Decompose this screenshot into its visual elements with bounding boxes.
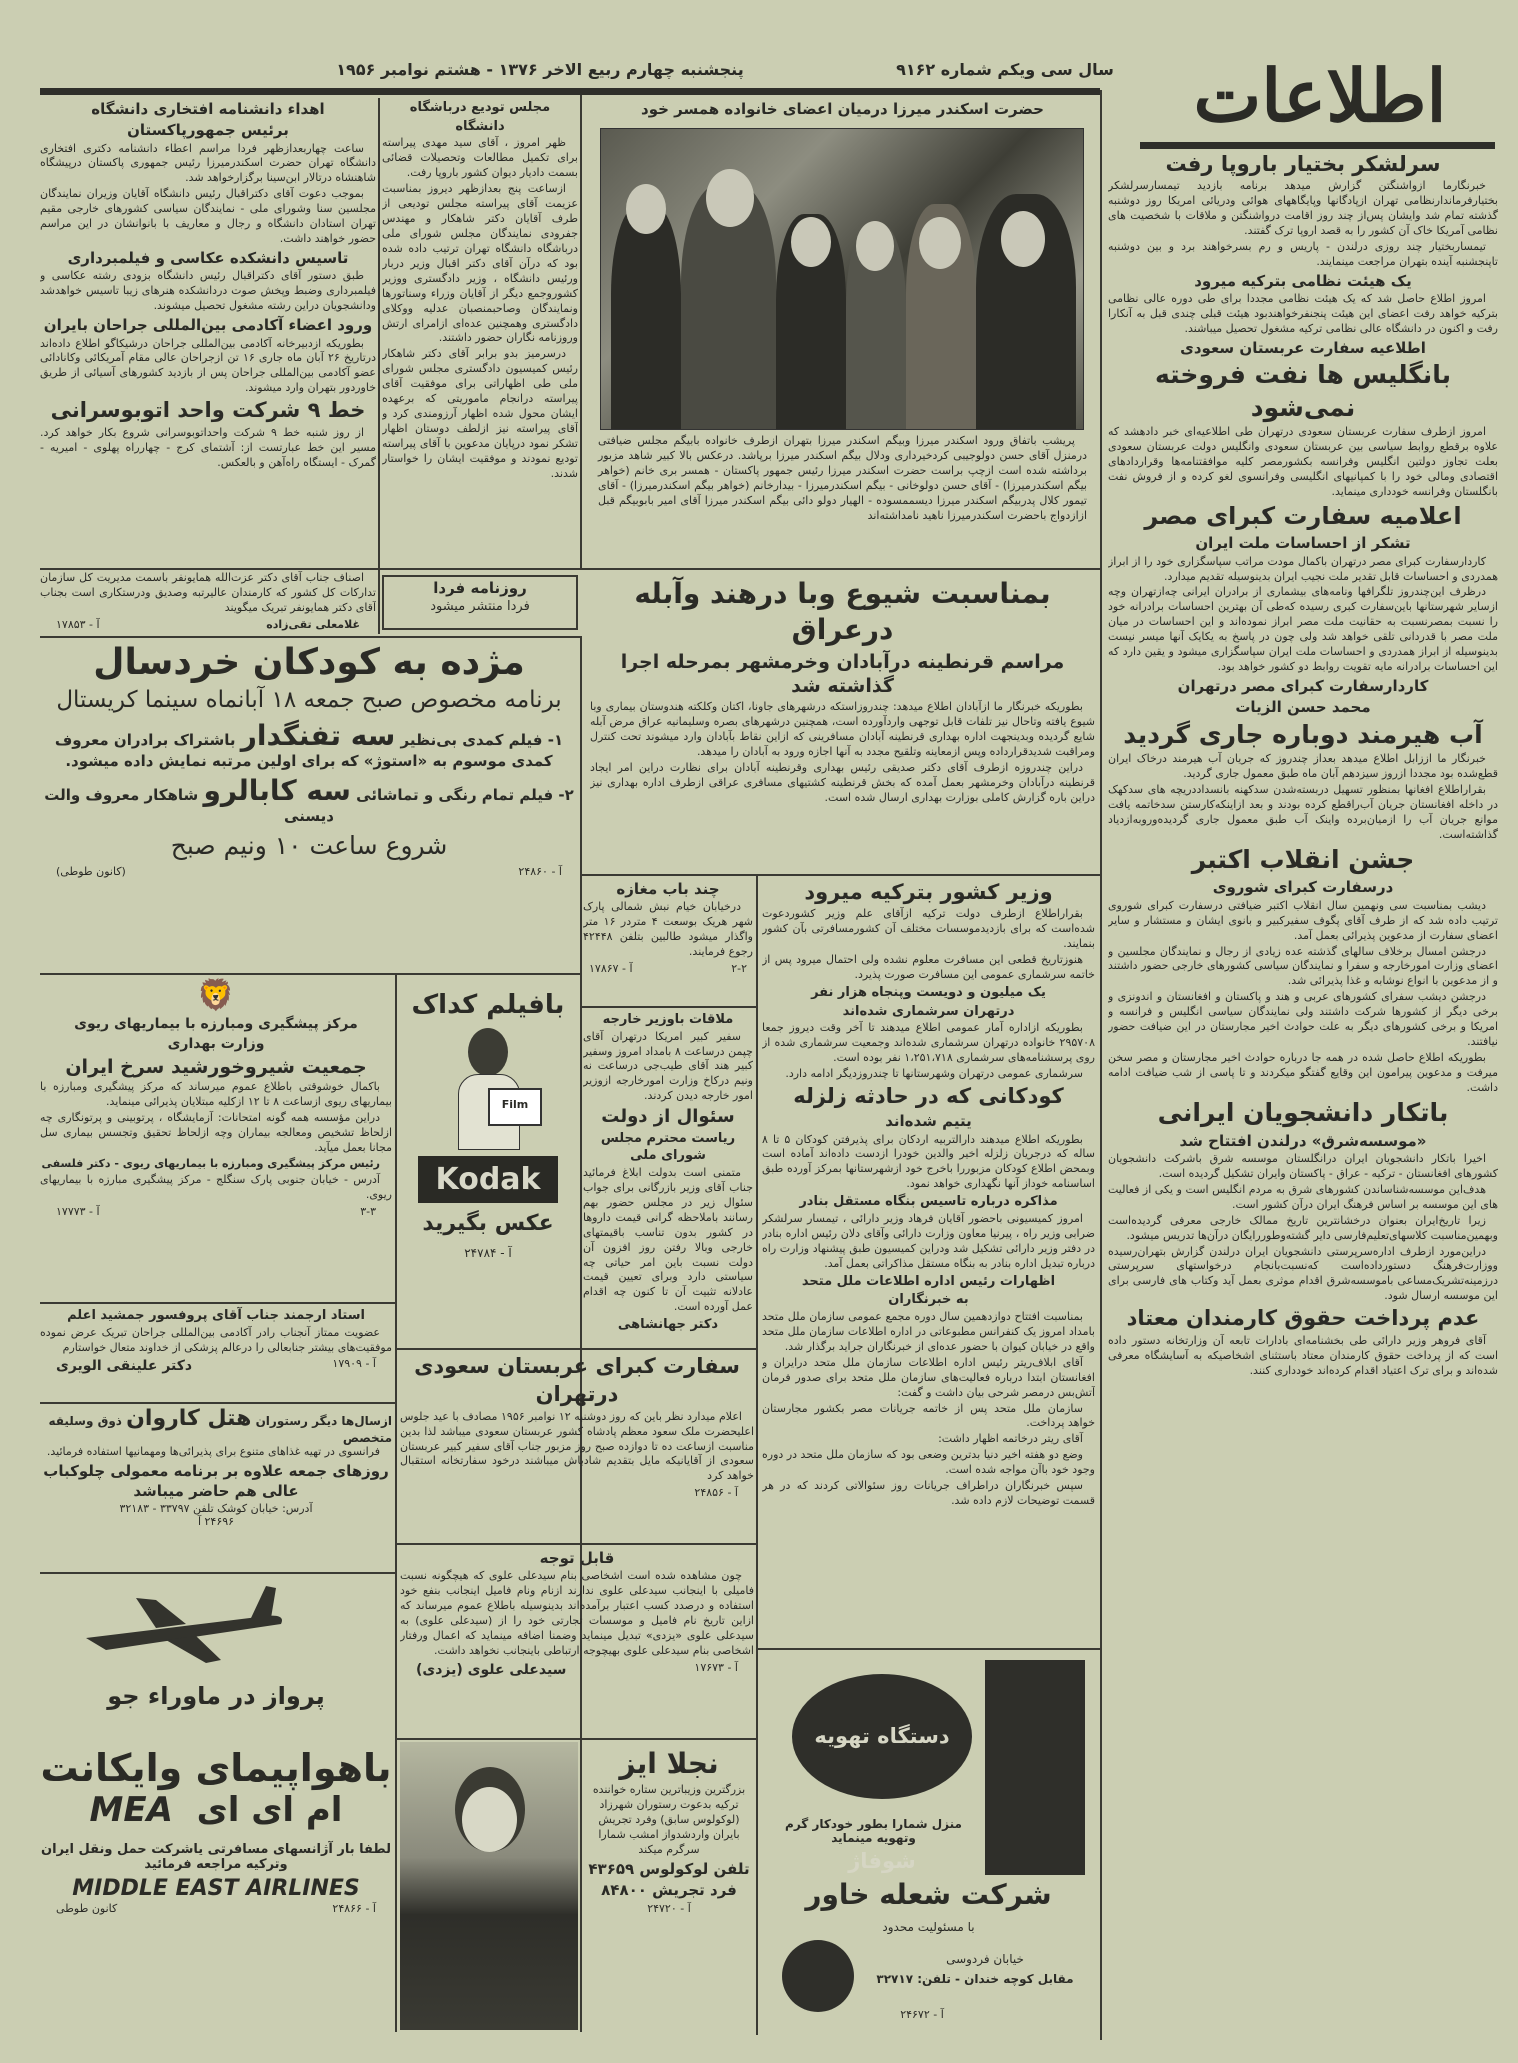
text: غلامعلی تقی‌زاده (266, 617, 360, 631)
paragraph: فرانسوی در تهیه غذاهای متنوع برای پذیرائی‌ها ومهمانیها استفاده فرمائید. (46, 1445, 380, 1458)
text: سیدعلی علوی (یزدی) (416, 1661, 567, 1678)
text: روزهای جمعه علاوه بر برنامه معمولی چلوکباب عالی هم حاضر میباشد (43, 1461, 389, 1501)
text: آ - ۲۴۸۶۶ (332, 1902, 376, 1915)
text: آ - ۱۷۸۵۳ (56, 617, 100, 631)
text: فرد تجریش ۸۴۸۰۰ (601, 1881, 737, 1900)
paragraph: هنوزتاریخ قطعی این مسافرت معلوم نشده ولی احتمال میرود پس از خاتمه سرشماری عمومی این مسافرت صورت پذیرد. (762, 953, 1095, 982)
paragraph: بطوریکه ازدبیرخانه آکادمی بین‌المللی جراحان درشیکاگو اطلاع داده‌اند درتاریخ ۲۶ آبان ماه جاری ۱۶ تن ازجراحان عالی مقام آمریکائی وکانادائی عضو آکادمی بین‌المللی جراحان پس از بازدید کشورهای آسیائی از طریق خاوردور بتهران وارد میشوند. (40, 336, 376, 395)
divider (40, 1402, 395, 1404)
column-divider (1100, 90, 1102, 2040)
paragraph: ساعت چهاربعدازظهر فردا مراسم اعطاء دانشنامه دکتری افتخاری دانشگاه تهران حضرت اسکندرمیرزا رئیس جمهوری پاکستان درپیشگاه شاهنشاه درتالار ابن‌سینا برگزارخواهد شد. (40, 141, 376, 185)
text: کاردارسفارت کبرای مصر درتهران (1177, 677, 1429, 696)
sholeh-khavar-heater-ad (762, 1652, 1095, 2032)
text: چند باب مغازه (616, 880, 720, 898)
paragraph: متمنی است بدولت ابلاغ فرمائید جناب آقای وزیر بازرگانی برای جواب سئوال زیر در مجلس حضور بهم رسانند باملاحظه گرانی قیمت داروها در کشور بدون تناسب باقیمتهای خارجی وبالا رفتن روز افزون آن دولت نسبت باین امر حیاتی چه سیاستی دارد وبرای تعیین قیمت عادلانه تثبیت آن تا کنون چه اقدام عمل آورده است. (583, 1165, 753, 1314)
text: سئوال از دولت (601, 1106, 735, 1128)
text: بافیلم کداک (411, 990, 565, 1020)
paragraph: اصناف جناب آقای دکتر عزت‌الله همایونفر باسمت مدیریت کل سازمان تدارکات کل کشور که کارمندان عالیرتبه وصدیق ودرستکاری است بجناب آقای دکتر همایونفر تبریک میگویند (40, 571, 376, 614)
lion-and-sun-emblem-icon: 🦁 (197, 978, 235, 1013)
paragraph: آدرس - خیابان جنوبی پارک سنگلج - مرکز پیشگیری مبارزه با بیماریهای ریوی. (40, 1173, 392, 1202)
text: ۲- فیلم تمام رنگی و تماشائی (356, 786, 574, 804)
text: ریاست محترم مجلس شورای ملی (600, 1130, 736, 1164)
text: ذوق وسلیقه متخصص (48, 1414, 392, 1445)
paragraph: زیرا تاریخ‌ایران بعنوان درخشانترین تاریخ ممالک خارجی معرفی گردیده‌است وبهمین‌مناسبت کلاسهای‌تعلیم‌فارسی دایر گشته‌وطوررایگان درآن‌ها تدریس میشود. (1108, 1213, 1498, 1242)
masthead-logo (1150, 60, 1490, 145)
text: آ - ۱۷۸۶۷ (589, 962, 633, 976)
text: آ - ۲۴۶۷۲ (900, 2008, 944, 2021)
subheadline: یتیم شده‌اند (885, 1112, 972, 1131)
shops-for-rent-ad (583, 878, 753, 1004)
text: درتهران (535, 1382, 619, 1407)
ad-code: آ - ۲۴۸۵۶ (694, 1486, 738, 1500)
text: نجلا ایز (619, 1747, 719, 1780)
paragraph: تیمساربختیار چند روزی درلندن - پاریس و رم بسرخواهند برد و بین دوشنبه تاپنجشنبه آینده بتهران مراجعت مینمایند. (1108, 240, 1498, 269)
column-divider (395, 975, 397, 2032)
text: باشتراک برادران معروف (54, 731, 236, 749)
paragraph: بطوریکه اطلاع حاصل شده در همه جا درباره حوادث اخیر مجارستان و مصر سخن میرفت و مدعوین پیرامون این وقایع گفتگو میکردند و تا پاسی از شب ضیافت ادامه داشت. (1108, 1051, 1498, 1095)
text: استاد ارجمند جناب آقای پروفسور جمشید اعلم (67, 1308, 365, 1323)
text: مرکز پیشگیری ومبارزه با بیماریهای ریوی (74, 1016, 358, 1032)
paragraph: سازمان ملل متحد پس از خاتمه جریانات مصر بکشور مجارستان خواهد پرداخت. (762, 1401, 1095, 1430)
headline: مذاکره درباره تاسیس بنگاه مستقل بنادر (799, 1194, 1058, 1210)
photo-story (590, 98, 1095, 568)
paragraph: درجشن امسال برخلاف سالهای گذشته عده زیادی از رجال و نمایندگان مجلسین و اعضای وزارت امورخارجه و سفرا و نمایندگان سیاسی کشورهای خارجی حضور داشتند و از مدعوین با انواع نوشابه و غذا پذیرائی شد. (1108, 944, 1498, 988)
headline: اهداء دانشنامه افتخاری دانشگاه (91, 100, 325, 118)
text: ازسال‌ها دیگر رستوران (255, 1414, 392, 1428)
paragraph: ازساعت پنج بعدازظهر دیروز بمناسبت عزیمت آقای پیراسته مجلس تودیعی از طرف آقایان دکتر شاهکار و مهندس جفرودی نمایندگان مجلس شورای ملی درباشگاه دانشگاه تهران ترتیب داده شده بود که درآن آقای دکتر اقبال وزیر دربار ورئیس دانشگاه ، وزیر دادگستری ووزیر کشوروجمع دیگر از آقایان وزراء وسناتورها ونمایندگان وصاحبمنصبان عدلیه ووکلای دادگستری وهمچنین عده‌ای ازامرای ارتش وروزنامه نگاران حضور داشتند. (382, 181, 578, 345)
text: دکتر علینقی الویری (56, 1358, 193, 1375)
alam-congrats-ad (40, 1306, 392, 1400)
family-photo (600, 128, 1084, 430)
divider (40, 568, 1100, 570)
company-logo-icon (782, 1940, 854, 2012)
subheadline: درتهران سرشماری شده‌اند (842, 1003, 1015, 1019)
headline: آب هیرمند دوباره جاری گردید (1123, 719, 1483, 749)
article-quarantine (590, 575, 1095, 873)
divider (40, 1302, 395, 1304)
text: خیابان فردوسی (946, 1952, 1024, 1966)
text: فردا منتشر میشود (430, 599, 530, 615)
text: آ - ۱۷۹۰۹ (332, 1357, 376, 1371)
paragraph: بموجب دعوت آقای دکتراقبال رئیس دانشگاه آقایان وزیران نمایندگان مجلسین سنا وشورای ملی - نمایندگان سیاسی کشورهای خارجی مقیم تهران استادان دانشگاه و رجال و معاریف با بانوانشان در این مراسم حضور خواهند داشت. (40, 187, 376, 246)
congrats-notice (40, 571, 376, 635)
text: ۳-۳ (360, 1205, 376, 1219)
paragraph: درسرمیز بدو برابر آقای دکتر شاهکار رئیس کمیسیون دادگستری مجلس شورای ملی طی اظهاراتی برای موفقیت آقای پیراسته درانجام ماموریتی که برعهده ایشان محول شده اظهار آرزومندی کرد و آقای پیراسته نیز ازلطف دوستان اظهار تشکر نمود درپایان مدعوین با آقای پیراسته تودیع نمودند و موفقیت ایشان را خواستار شدند. (382, 347, 578, 481)
saudi-embassy-notice (400, 1352, 754, 1541)
paragraph: خبرنگار ما اززابل اطلاع میدهد بعداز چندروز که جریان آب هیرمند درخاک ایران قطع‌شده بود مجددا ازروز سیزدهم آبان ماه طبق معمول جاری گردید. (1108, 752, 1498, 781)
middle-news-column (762, 878, 1095, 1645)
airplane-icon (76, 1578, 296, 1668)
divider (395, 1543, 756, 1545)
text: باهواپیمای وایکانت (40, 1746, 392, 1790)
paragraph: بقراراطلاع افغانها بمنظور تسهیل دربسته‌شدن سدکهنه بانسداددریچه های سدکهک در داخله افغانستان جریان آب‌راقطع کرده بودند و بعد ازاینکه‌کارستن سدخاتمه یافت موانع جریان آب را ازمیان‌برده واینک آب طبق معمول جاری گردیده‌وروبه‌ازدیاد گذاشته‌است. (1108, 783, 1498, 841)
photo-caption (598, 434, 1087, 525)
paragraph: بقراراطلاع ازطرف دولت ترکیه ازآقای علم وزیر کشوردعوت شده‌است که برای بازدیدموسسات مختلف آن کشورمسافرتی بآن کشور بنمایند. (762, 907, 1095, 951)
paragraph: ظهر امروز ، آقای سید مهدی پیراسته برای تکمیل مطالعات وتحصیلات قضائی بسمت دادیار دیوان کشور باروپا رفت. (382, 136, 578, 179)
divider (756, 1648, 1100, 1650)
text: سه تفنگدار (240, 719, 396, 752)
headline: یک میلیون و دویست وپنجاه هزار نفر (811, 985, 1046, 1001)
najla-ez-ad (584, 1745, 754, 2030)
paragraph: وضع دو هفته اخیر دنیا بدترین وضعی بود که سازمان ملل متحد در دوره وجود خود باآن مواجه شده است. (762, 1448, 1095, 1477)
divider (40, 1572, 395, 1574)
paragraph: درظرف این‌چندروز تلگرافها ونامه‌های بیشماری از برادران ایرانی چه‌ازتهران وچه ازسایر شهرستانها باین‌سفارت کبری رسیده که‌طی آن بهترین احساسات برادرانه خود را نسبت بمصرنسبت به حقانیت ملت مصر ابراز نموده‌اند و این احساسات در میان ملت مصر با قدردانی تلقی خواهد شد ولی چون در پاسخ به یکایک آنها میسر نیست بدینوسیله از ابراز همدردی و احساسات ملت ایران سپاسگزاری میشود و یقین دارد که این احساسات برادرانه مایه تقویت روابط دو کشور خواهد بود. (1108, 585, 1498, 674)
text: تلفن لوکولوس ۴۳۶۵۹ (588, 1860, 750, 1879)
text: لطفا بار آژانسهای مسافرتی یاشرکت حمل ونقل ایران وترکیه مراجعه فرمائید (41, 1842, 391, 1872)
text: آ - ۲۴۷۸۴ (464, 1246, 512, 1260)
headline: مجلس تودیع درباشگاه (409, 100, 551, 115)
headline: تاسیس دانشکده عکاسی و فیلمبرداری (67, 249, 349, 268)
paragraph: آقای ابلاف‌ریتر رئیس اداره اطلاعات سازمان ملل متحد درایران و افغانستان ابتدا درباره فعالیت‌های سازمان ملل متحد برای صدور فرمان آتش‌بس درمصر شرحی بیان داشت و گفت: (762, 1355, 1095, 1399)
divider (395, 1348, 756, 1350)
text: آ - ۲۴۷۲۰ (647, 1901, 691, 1915)
text: جمعیت شیروخورشید سرخ ایران (65, 1055, 367, 1078)
text: سه کابالرو (203, 774, 351, 807)
paragraph: امروز کمیسیونی باحضور آقایان فرهاد وزیر دارائی ، تیمسار سرلشکر ضرابی وزیر راه ، پیرنیا معاون وزارت دارائی وآقای دلان رئیس اداره بنادر در دفتر وزیر دارائی تشکیل شد ودراین کمیسیون طبق پیشنهاد وزارت راه درباره تبدیل اداره بنادر به بنگاه مستقل مذاکراتی بعمل آمد. (762, 1211, 1095, 1270)
headline: بانگلیس ها نفت فروخته نمی‌شود (1155, 360, 1451, 422)
text: ۱- فیلم کمدی بی‌نظیر (400, 731, 564, 749)
paragraph: عضویت ممتاز آنجناب رادر آکادمی بین‌المللی جراحان تبریک عرض نموده موفقیت‌های بیشتر جنابعالی را درعالم پزشکی از خداوند متعال خواستارم (40, 1325, 392, 1354)
headline: اعلامیه سفارت کبرای مصر (1144, 502, 1462, 531)
paragraph: خبرنگارما ازواشنگتن گزارش میدهد برنامه بازدید تیمسارسرلشکر بختیارفرماندارنظامی تهران ازپادگانها وپایگاههای هوائی ودریائی امریکا روز دوشنبه گذشته تمام شد وایشان پس‌از چند روز اقامت درواشنگتن و ملاقات با شخصیت های نظامی آمریکا خاک آن کشور را به قصد اروپا ترک گفتند. (1108, 179, 1498, 238)
headline: سرلشکر بختیار باروپا رفت (1165, 152, 1441, 176)
text: هتل کاروان (126, 1406, 252, 1431)
paragraph: رئیس مرکز پیشگیری ومبارزه با بیماریهای ریوی - دکتر فلسفی (41, 1157, 380, 1171)
newspaper-title: اطلاعات (1193, 60, 1447, 138)
divider (40, 973, 580, 975)
paragraph: سرشماری عمومی درتهران وشهرستانها تا چندروزدیگر ادامه دارد. (785, 1067, 1083, 1081)
headline: یک هیئت نظامی بترکیه میرود (1194, 272, 1412, 291)
text: وزارت بهداری (167, 1035, 265, 1052)
subheadline: «موسسه‌شرق» درلندن افتتاح شد (1179, 1131, 1427, 1150)
masthead-rule (1140, 142, 1495, 149)
text: ملاقات باوزیر خارجه (602, 1012, 734, 1027)
headline: بمناسبت شیوع وبا درهند وآبله درعراق (634, 577, 1051, 647)
article-foreign-minister-meeting (583, 1010, 753, 1346)
text: مقابل کوچه خندان - تلفن: ۳۲۷۱۷ (876, 1972, 1074, 1986)
heater-illustration (985, 1660, 1085, 1875)
divider (40, 636, 580, 638)
kicker: اطلاعیه سفارت عربستان سعودی (1180, 339, 1426, 358)
right-news-column (1108, 150, 1498, 2035)
paragraph: اعلام میدارد نظر باین که روز دوشنبه ۱۲ نوامبر ۱۹۵۶ مصادف با عید جلوس اعلیحضرت ملک سعود معظم پادشاه کشور عربستان سعودی میباشد لذا بدین مناسبت ازساعت ده تا دوازده صبح روز مزبور جناب آقای سفیر کبیر عربستان سعودی از آقایانیکه مایل بتقدیم شادباش میباشند درخود سفارتخانه استقبال خواهد کرد (400, 1409, 754, 1483)
paragraph: آقای ریتر درخاتمه اظهار داشت: (938, 1432, 1083, 1446)
paragraph: اخیرا باتکار دانشجویان ایران درانگلستان موسسه شرق باشرکت دانشجویان کشورهای افغانستان - ترکیه - عراق - پاکستان وایران تشکیل گردیده است. (1108, 1151, 1498, 1180)
paragraph: درخیابان خیام نبش شمالی پارک شهر هریک بوسعت ۴ متردر ۱۶ متر واگذار میشود طالبین بتلفن ۴۲۴۴۸ رجوع فرمایند. (583, 900, 753, 959)
middle-east-airlines-ad (40, 1578, 392, 2033)
text: آ - ۱۷۶۷۳ (694, 1660, 738, 1674)
subheadline: برئیس جمهورپاکستان (127, 121, 289, 140)
column-divider (580, 95, 582, 570)
text: محمد حسن الزیات (1235, 698, 1371, 717)
alavi-notice (400, 1547, 754, 1736)
text: آ - ۱۷۷۷۳ (56, 1205, 100, 1219)
paragraph: بطوریکه اطلاع میدهند دارالتربیه اردکان برای پذیرفتن کودکان ۵ تا ۸ ساله که درجریان زلزله اخیر والدین خودرا ازدست داده‌اند آماده است وبمحض اطلاع کودکان مزبوررا باخرج خود ازشهرستانها بمرکز آورده طبق اساسنامه خوداز آنها نگهداری خواهد نمود. (762, 1132, 1095, 1191)
text: (کانون طوطی) (56, 865, 126, 878)
cinema-crystal-ad (40, 640, 578, 971)
paragraph: هدف‌این موسسه‌شناساندن کشورهای شرق به مردم انگلیس است و یکی از فعالیت های این موسسه بر اساس فرهنگ ایران درآن کشور است. (1108, 1182, 1498, 1211)
paragraph: سفیر کبیر امریکا درتهران آقای چپمن درساعت ۸ بامداد امروز وسفیر کبیر هند آقای طیب‌جی درساعت نه ونیم درکاخ وزارت امورخارجه ازوزیر امور خارجه دیدن کردند. (583, 1029, 753, 1103)
text: ۲۴۶۹۶ آ (197, 1515, 235, 1529)
text: عکس بگیرید (422, 1211, 554, 1236)
headline: عدم پرداخت حقوق کارمندان معتاد (1126, 1306, 1480, 1331)
text: کانون طوطی (56, 1902, 118, 1915)
kodak-film-ad (400, 980, 576, 1340)
header-rule (40, 88, 1100, 95)
divider (395, 1738, 756, 1740)
text: آ - ۲۴۸۶۰ (518, 865, 562, 878)
divider (580, 1006, 756, 1008)
headline: ورود اعضاء آکادمی بین‌المللی جراحان بایران (43, 316, 373, 335)
red-lion-sun-ad (40, 978, 392, 1300)
paragraph: دراین مؤسسه همه گونه امتحانات: آزمایشگاه ، پرتوبینی و پرتونگاری چه ازلحاظ تشخیص ومعالجه بیماران وچه ازلحاظ تحقیق وتجسس بیماری سل مجانا بعمل میآید. (40, 1111, 392, 1155)
text: دکتر جهانشاهی (617, 1317, 719, 1333)
issue-date: پنجشنبه چهارم ربیع الاخر ۱۳۷۶ - هشتم نوامبر ۱۹۵۶ (336, 60, 744, 79)
singer-photo (400, 1742, 578, 2030)
text: دستگاه تهویه شوفاژ (792, 1674, 972, 1799)
text: پرواز در ماوراء جو (107, 1682, 325, 1710)
text: شروع ساعت ۱۰ ونیم صبح (170, 831, 448, 860)
headline: خط ۹ شرکت واحد اتوبوسرانی (50, 398, 366, 423)
paragraph: دراین چندروزه ازطرف آقای دکتر صدیقی رئیس بهداری وقرنطینه آبادان برای نظارت دراین امر ایجاد قرنطینه درآبادان وخرمشهر بعمل آمده که بخش قرنطینه کشتیهای مسافری عراقی ازطرف اداره بهداری نیز دراین باره گزارش کاملی بوزارت بهداری ارسال شده است. (590, 760, 1095, 804)
divider (580, 874, 1100, 876)
paragraph: پریشب باتفاق ورود اسکندر میرزا وبیگم اسکندر میرزا بتهران ازطرف خانواده بابیگم مجلس ضیافتی درمنزل آقای حسن دولوجیبی کردخیرداری ودلال بیگم اسکندر میرزا برپاشد. درعکس بالا کبیر شاهد مزبور برداشته شده است ازچپ براست حضرت اسکندر میرزا رئیس جمهور پاکستان - همسر بری خانم (خواهر بیگم اسکندرمیرزا) - آقای حسن دولوخانی - بیگم اسکندرمیرزا - بیدارخانم (خواهر بیگم اسکندرمیرزا) - آقای تیمور کلال پدربیگم اسکندر میرزا دیسممسوده - الهیار دولو دائی بیگم اسکندر میرزا آقای امیر بابوبیگم قبل ازازدواج باحضرت اسکندرمیرزا ناهید نامداشته‌اند (598, 434, 1087, 522)
paragraph: بزرگترین وزیباترین ستاره خواننده ترکیه بدعوت رستوران شهرزاد (لوکولوس سابق) وفرد تجریش بایران واردشدواز امشب شمارا سرگرم میکند (592, 1783, 746, 1857)
paragraph: درجشن دیشب سفرای کشورهای عربی و هند و پاکستان و افغانستان و اندونزی و برخی دیگر از کشورها شرکت داشتند ولی نمایندگان سیاسی انگلیس و فرانسه و امریکا و برخی کشورهای دیگر به علت حوادث اخیر مجارستان در این ضیافت حضور نیافتند. (1108, 990, 1498, 1049)
subheadline: به خبرنگاران (888, 1292, 969, 1308)
text: MEA (89, 1790, 173, 1830)
headline: اظهارات رئیس اداره اطلاعات ملل متحد (801, 1273, 1056, 1289)
column-divider (378, 98, 380, 634)
woman-holding-film-illustration (433, 1028, 543, 1148)
kodak-logo: Kodak (418, 1156, 558, 1203)
column-divider (580, 636, 582, 2032)
text: ۲-۲ (731, 962, 747, 976)
paragraph: آقای فروهر وزیر دارائی طی بخشنامه‌ای بادارات تابعه آن وزارتخانه دستور داده است که از پرداخت حقوق کارمندان معتاد باستثنای اشخاصیکه به آسایشگاه معرفی شده‌اند و برای ترک اعتیاد اقدام کرده‌اند خودداری کنند. (1108, 1333, 1498, 1377)
text: با مسئولیت محدود (882, 1920, 975, 1934)
issue-number: سال سی ویکم شماره ۹۱۶۲ (896, 60, 1114, 79)
headline: وزیر کشور بترکیه میرود (804, 880, 1053, 904)
paragraph: کاردارسفارت کبرای مصر درتهران باکمال مودت مراتب سپاسگزاری خود را از ابراز همدردی و احساسات قابل تقدیر ملت نجیب ایران بدینوسیله تقدیم میدارد. (1108, 554, 1498, 583)
paragraph: بطوریکه خبرنگار ما ازآبادان اطلاع میدهد: چندروزاستکه درشهرهای جاونا، اکتان وکلکته هندوستان بیماری وبا شیوع یافته وتاحال نیز تلفات قابل توجهی واردآورده است، همچنین درشهرهای بصره وسلیمانیه عراق مرض آبله شایع گردیده وبدینجهت اداره بهداری قرنطینه آبادان مسافرینی که ازاین نقاط بآبادان وارد میشوند تحت کنترل ومراقبت شدیدقرارداده وپس ازمعاینه وتلقیح مجدد به آنها اجازه ورود به آبادان را میدهد. (590, 700, 1095, 759)
paragraph: چون مشاهده شده است اشخاصی بنام سیدعلی علوی که هیچگونه نسبت فامیلی با اینجانب سیدعلی علوی ندارند ازنام ونام فامیل اینجانب بنفع خود استفاده و درصدد کسب اعتبار برآمده‌اند بدینوسیله باطلاع عموم میرساند که ازاین تاریخ نام فامیل و موسسات تجارتی خود را از (سیدعلی علوی) به سیدعلی علوی «یزدی» تبدیل مینماید وضمنا اضافه مینماید که اعمال ورفتار اشخاصی بنام سیدعلی علوی بهیچوجه ارتباطی باینجانب نخواهد داشت. (400, 1569, 754, 1658)
subheadline: دانشگاه (455, 118, 505, 134)
text: منزل شمارا بطور خودکار گرم وتهویه مینماید (785, 1817, 962, 1845)
caravan-hotel-ad (40, 1406, 392, 1570)
paragraph: طبق دستور آقای دکتراقبال رئیس دانشگاه بزودی رشته عکاسی و فیلمبرداری وضبط وپخش صوت دردانشکده هنرهای زیبا تاسیس خواهدشد ودانشجویان دراین رشته مشغول تحصیل میشوند. (40, 269, 376, 313)
paragraph: دراین‌مورد ازطرف اداره‌سرپرستی دانشجویان ایران درلندن گزارش بتهران‌رسیده ووزارت‌فرهنگ دستورداده‌است که‌نسبت‌بانجام درخواستهای سرپرستی درزمینه‌تشریک‌مساعی باموسسه‌شرق اقدام موثری بعمل آید وکتاب های فارسی برای این موسسه ارسال شود. (1108, 1244, 1498, 1303)
article-university-diploma (40, 98, 376, 568)
farda-notice (382, 575, 578, 630)
paragraph: بطوریکه ازاداره آمار عمومی اطلاع میدهند تا آخر وقت دیروز جمعا ۲۹۵۷۰۸ خانواده درتهران سرشماری شده‌اند وجمعیت سرشماری شده از روی پرسشنامه‌های سرشماری ۱،۲۵۱،۷۱۸ نفر بوده است. (762, 1021, 1095, 1065)
headline: باتکار دانشجویان ایرانی (1157, 1098, 1449, 1128)
column-divider (756, 875, 758, 2035)
text: قابل توجه (539, 1549, 615, 1567)
text: سفارت کبرای عربستان سعودی (414, 1354, 740, 1378)
paragraph: سپس خبرنگاران دراطراف جریانات روز سئوالاتی کردند که در هر قسمت توضیحات لازم داده شد. (762, 1479, 1095, 1508)
headline: کودکانی که در حادثه زلزله (793, 1083, 1064, 1108)
text: ام ای ای (196, 1790, 343, 1830)
text: شرکت شعله خاور (805, 1878, 1052, 1911)
text: Film (488, 1088, 542, 1126)
paragraph: باکمال خوشوقتی باطلاع عموم میرساند که مرکز پیشگیری ومبارزه با بیماریهای ریوی ازساعت ۸ تا ۱۲ ازکلیه مبتلایان پذیرائی مینماید. (40, 1080, 392, 1109)
paragraph: بمناسبت افتتاح دوازدهمین سال دوره مجمع عمومی سازمان ملل متحد بامداد امروز یک کنفرانس مطبوعاتی در اداره اطلاعات سازمان ملل متحد واقع در خیابان کیوان با حضور عده‌ای از خبرنگاران جراید برگذار شد. (762, 1309, 1095, 1353)
text: شاهکار معروف والت دیسنی (44, 786, 334, 825)
text: MIDDLE EAST AIRLINES (72, 1876, 360, 1901)
paragraph: امروز اطلاع حاصل شد که یک هیئت نظامی مجددا برای طی دوره عالی نظامی بترکیه خواهد رفت اعضای این هیئت پنجنفرخواهندبود هیئت قبلی چندی قبل به آنکارا رفت و اکنون در دانشگاه عالی نظامی ترکیه مشغول تحصیل میباشند. (1108, 292, 1498, 336)
subheadline: تشکر از احساسات ملت ایران (1195, 534, 1411, 553)
text: برنامه مخصوص صبح جمعه ۱۸ آبانماه سینما کریستال (56, 687, 562, 713)
subheadline: درسفارت کبرای شوروی (1212, 878, 1394, 897)
text: آدرس: خیابان کوشک تلفن ۳۳۷۹۷ - ۳۲۱۸۳ (119, 1502, 313, 1516)
paragraph: دیشب بمناسبت سی ونهمین سال انقلاب اکتبر ضیافتی درسفارت کبرای شوروی ترتیب داده شد که از طرف آقای پگوف سفیرکبیر و بانوی ایشان و مستشار و سایر اعضای سفارت از مدعوین پذیرائی بعمل آمد. (1108, 898, 1498, 942)
text: روزنامه فردا (433, 579, 527, 597)
headline: جشن انقلاب اکتبر (1191, 844, 1415, 874)
text: مژده به کودکان خردسال (93, 642, 525, 683)
paragraph: امروز ازطرف سفارت عربستان سعودی درتهران طی اطلاعیه‌ای خبر دادهشد که علاوه برقطع روابط سیاسی بین عربستان سعودی وانگلیس دولت عربستان سعودی بعلت تجاوز دولتین انگلیس وفرانسه بکشورمصر کلیه موافقتنامه‌ها وقراردادهای اقتصادی ومالی خود را با کمپانیهای انگلیسی وفرانسوی لغو کرده و از فروش نفت بانگلستان وفرانسه خودداری مینماید. (1108, 425, 1498, 499)
photo-headline: حضرت اسکندر میرزا درمیان اعضای خانواده همسر خود (641, 100, 1044, 118)
text: کمدی موسوم به «استوژ» که برای اولین مرتبه نمایش داده میشود. (65, 752, 553, 770)
subheadline: مراسم قرنطینه درآبادان وخرمشهر بمرحله اجرا گذاشته شد (620, 650, 1065, 698)
article-farewell (382, 98, 578, 568)
paragraph: از روز شنبه خط ۹ شرکت واحداتوبوسرانی شروع بکار خواهد کرد. مسیر این خط عبارتست از: آشتمای کرج - چهارراه پهلوی - امیریه - گمرک - ایستگاه راه‌آهن و بالعکس. (40, 425, 376, 469)
